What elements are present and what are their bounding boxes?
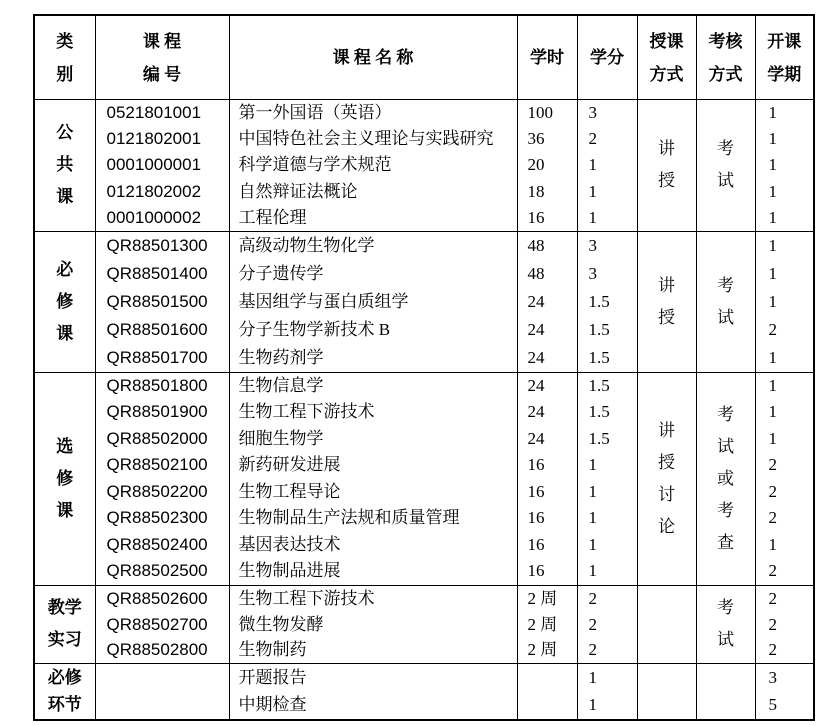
- section-category: [34, 663, 95, 720]
- course-name-cell-value: 生物药剂学: [238, 347, 324, 367]
- course-code-cell-value: QR88502400: [106, 534, 208, 554]
- course-semester-cell-value: 2: [768, 588, 777, 608]
- course-semester-cell-value: 3: [768, 667, 777, 687]
- course-credits-cell-value: 1: [588, 534, 597, 554]
- course-hours-cell-value: 36: [527, 129, 545, 149]
- section-category-line: 环节: [47, 695, 82, 715]
- teaching-method-cell-line: 授: [658, 452, 675, 472]
- section-category: [34, 372, 95, 585]
- section-row-1: [34, 231, 814, 372]
- course-hours-cell-value: 24: [527, 428, 545, 448]
- teaching-method-cell: [637, 231, 696, 372]
- course-semester-cell-value: 1: [768, 263, 777, 283]
- course-code-cell-value: 0001000002: [106, 207, 202, 227]
- course-semester-cell-value: 1: [768, 207, 777, 227]
- course-hours-cell-value: [518, 664, 577, 692]
- course-code-cell-value: QR88501300: [106, 235, 208, 255]
- teaching-method-cell-line: 授: [658, 171, 675, 191]
- course-name-cell-value: 基因组学与蛋白质组学: [238, 291, 409, 311]
- course-credits-cell-value: 1: [588, 181, 597, 201]
- teaching-method-cell: [637, 372, 696, 585]
- course-credits-cell-value: 1: [588, 667, 597, 687]
- course-semester-cell-value: 5: [768, 695, 777, 715]
- course-semester-cell-value: 1: [768, 347, 777, 367]
- course-credits-cell: [577, 100, 637, 232]
- course-name-cell-value: 生物工程下游技术: [238, 588, 375, 608]
- course-code-cell-value: 0121802001: [106, 129, 202, 149]
- course-semester-cell-value: 2: [768, 640, 777, 660]
- course-semester-cell-value: 1: [768, 103, 777, 122]
- course-code-cell-value: QR88501700: [106, 347, 208, 367]
- course-name-cell-value: 中期检查: [238, 695, 307, 715]
- course-code-cell-value: QR88502500: [106, 561, 208, 581]
- course-code-cell-value: [96, 664, 229, 692]
- course-name-cell-value: 生物信息学: [238, 375, 324, 395]
- course-hours-cell: [517, 585, 577, 663]
- course-semester-cell: [755, 585, 814, 663]
- section-category-line: 教学: [47, 598, 82, 618]
- course-name-cell-value: 中国特色社会主义理论与实践研究: [238, 129, 494, 149]
- section-category-line: 课: [56, 187, 74, 207]
- course-credits-cell-value: 1: [588, 207, 597, 227]
- course-semester-cell-value: 2: [768, 561, 777, 581]
- header-semester-line2: 学期: [767, 64, 802, 84]
- course-code-cell-value: [96, 691, 229, 719]
- course-name-cell-value: 自然辩证法概论: [238, 181, 358, 201]
- course-hours-cell-value: 16: [527, 207, 545, 227]
- course-credits-cell-value: 3: [588, 103, 597, 122]
- curriculum-table: [33, 14, 815, 721]
- section-category-line: 课: [56, 323, 74, 343]
- course-name-cell-value: 高级动物生物化学: [238, 235, 375, 255]
- course-hours-cell-value: 48: [527, 235, 545, 255]
- course-code-cell-value: QR88502300: [106, 508, 208, 528]
- course-name-cell-value: 生物制品生产法规和质量管理: [238, 508, 460, 528]
- teaching-method-cell: [637, 663, 696, 720]
- course-hours-cell-value: 2 周: [527, 588, 558, 608]
- course-credits-cell-value: 2: [588, 640, 597, 660]
- course-semester-cell-value: 2: [768, 508, 777, 528]
- section-category-line: 修: [56, 291, 74, 311]
- course-code-cell-value: QR88501900: [106, 402, 208, 422]
- assessment-method-cell-line: 试: [717, 171, 734, 191]
- header-semester-line1: 开课: [767, 31, 802, 51]
- teaching-method-cell: [637, 100, 696, 232]
- section-row-0: [34, 100, 814, 232]
- course-hours-cell-value: 16: [527, 508, 545, 528]
- section-row-3: [34, 585, 814, 663]
- header-assessment-method-line2: 方式: [708, 64, 743, 84]
- header-teaching-method-line2: 方式: [649, 64, 684, 84]
- course-hours-cell-value: 16: [527, 561, 545, 581]
- header-credits-text: 学分: [590, 48, 624, 67]
- course-name-cell-value: 生物工程下游技术: [238, 402, 375, 422]
- course-semester-cell-value: 1: [768, 235, 777, 255]
- assessment-method-cell: [696, 585, 755, 663]
- course-name-cell-value: 生物制药: [238, 640, 307, 660]
- course-code-cell-value: QR88502800: [106, 640, 208, 660]
- assessment-method-cell: [696, 231, 755, 372]
- course-credits-cell: [577, 663, 637, 720]
- course-credits-cell-value: 1.5: [588, 319, 610, 339]
- course-semester-cell: [755, 100, 814, 232]
- course-credits-cell-value: 1: [588, 695, 597, 715]
- teaching-method-cell-line: 讲: [658, 420, 675, 440]
- assessment-method-cell-line: 试: [717, 630, 734, 650]
- course-name-cell-value: 基因表达技术: [238, 534, 341, 554]
- course-hours-cell-value: 24: [527, 375, 545, 395]
- course-credits-cell-value: 1.5: [588, 402, 610, 422]
- header-assessment-method-line1: 考核: [708, 31, 743, 51]
- course-hours-cell-value: 48: [527, 263, 545, 283]
- course-name-cell-value: 细胞生物学: [238, 428, 324, 448]
- course-credits-cell-value: 1: [588, 155, 597, 175]
- course-semester-cell-value: 1: [768, 181, 777, 201]
- section-category: [34, 231, 95, 372]
- course-semester-cell-value: 1: [768, 375, 777, 395]
- assessment-method-cell-line: 考: [717, 500, 734, 520]
- course-name-cell: [229, 585, 517, 663]
- course-name-cell-value: 科学道德与学术规范: [238, 155, 392, 175]
- course-semester-cell-value: 1: [768, 534, 777, 554]
- course-code-cell-value: QR88501600: [106, 319, 208, 339]
- section-category-line: 选: [56, 436, 74, 456]
- course-hours-cell-value: 24: [527, 291, 545, 311]
- course-credits-cell-value: 3: [588, 263, 597, 283]
- course-code-cell: [95, 585, 229, 663]
- section-row-2: [34, 372, 814, 585]
- header-category: [34, 15, 95, 100]
- section-category-line: 实习: [47, 630, 82, 650]
- header-course-code: [95, 15, 229, 100]
- section-category-line: 修: [56, 468, 74, 488]
- header-teaching-method: [637, 15, 696, 100]
- teaching-method-cell: [637, 585, 696, 663]
- course-hours-cell-value: 18: [527, 181, 545, 201]
- course-credits-cell-value: 1: [588, 561, 597, 581]
- header-category-line2: 别: [56, 64, 74, 84]
- course-code-cell: [95, 372, 229, 585]
- assessment-method-cell-line: 考: [717, 598, 734, 618]
- assessment-method-cell-line: 考: [717, 275, 734, 295]
- course-hours-cell-value: 16: [527, 534, 545, 554]
- course-semester-cell-value: 2: [768, 319, 777, 339]
- course-name-cell: [229, 663, 517, 720]
- course-hours-cell-value: [518, 691, 577, 719]
- header-assessment-method: [696, 15, 755, 100]
- course-hours-cell: [517, 231, 577, 372]
- course-credits-cell-value: 3: [588, 235, 597, 255]
- section-category-line: 共: [56, 155, 74, 175]
- course-name-cell: [229, 100, 517, 232]
- course-hours-cell-value: 2 周: [527, 614, 558, 634]
- course-hours-cell-value: 16: [527, 455, 545, 475]
- course-name-cell-value: 新药研发进展: [238, 455, 341, 475]
- course-semester-cell: [755, 372, 814, 585]
- course-semester-cell-value: 1: [768, 155, 777, 175]
- course-name-cell: [229, 231, 517, 372]
- header-course-code-line1: 课 程: [142, 31, 182, 51]
- course-code-cell-value: 0121802002: [106, 181, 202, 201]
- header-teaching-method-line1: 授课: [649, 31, 684, 51]
- course-semester-cell: [755, 231, 814, 372]
- course-name-cell-value: 生物工程导论: [238, 481, 341, 501]
- header-course-code-line2: 编 号: [142, 64, 182, 84]
- section-category-line: 公: [56, 123, 74, 143]
- assessment-method-cell-line: 试: [717, 307, 734, 327]
- header-hours: [517, 15, 577, 100]
- course-hours-cell-value: 100: [527, 103, 553, 122]
- header-category-line1: 类: [56, 31, 74, 51]
- assessment-method-cell-line: 考: [717, 404, 734, 424]
- course-semester-cell-value: 2: [768, 455, 777, 475]
- section-row-4: [34, 663, 814, 720]
- course-code-cell: [95, 231, 229, 372]
- course-code-cell-value: QR88502700: [106, 614, 208, 634]
- course-name-cell-value: 开题报告: [238, 667, 307, 687]
- course-hours-cell-value: 2 周: [527, 640, 558, 660]
- assessment-method-cell: [696, 663, 755, 720]
- course-credits-cell-value: 1.5: [588, 375, 610, 395]
- course-hours-cell-value: 16: [527, 481, 545, 501]
- header-hours-text: 学时: [530, 48, 564, 67]
- course-credits-cell-value: 2: [588, 588, 597, 608]
- course-name-cell: [229, 372, 517, 585]
- course-hours-cell: [517, 372, 577, 585]
- course-credits-cell-value: 2: [588, 129, 597, 149]
- section-category-line: 课: [56, 500, 74, 520]
- teaching-method-cell-line: 授: [658, 307, 675, 327]
- course-credits-cell-value: 2: [588, 614, 597, 634]
- assessment-method-cell-line: 考: [717, 139, 734, 159]
- assessment-method-cell-line: 或: [717, 468, 734, 488]
- header-course-name: [229, 15, 517, 100]
- section-category: [34, 585, 95, 663]
- course-credits-cell-value: 1: [588, 455, 597, 475]
- course-code-cell: [95, 100, 229, 232]
- assessment-method-cell-line: 查: [717, 532, 734, 552]
- course-credits-cell-value: 1: [588, 508, 597, 528]
- course-semester-cell-value: 1: [768, 129, 777, 149]
- section-category: [34, 100, 95, 232]
- course-semester-cell: [755, 663, 814, 720]
- section-category-line: 必修: [47, 668, 82, 688]
- table-header-row: [34, 15, 814, 100]
- course-hours-cell: [517, 663, 577, 720]
- course-code-cell-value: QR88501400: [106, 263, 208, 283]
- course-credits-cell-value: 1.5: [588, 428, 610, 448]
- course-hours-cell: [517, 100, 577, 232]
- section-category-line: 必: [56, 259, 74, 279]
- assessment-method-cell-line: 试: [717, 436, 734, 456]
- course-code-cell-value: QR88502200: [106, 481, 208, 501]
- teaching-method-cell-line: 讲: [658, 139, 675, 159]
- course-semester-cell-value: 1: [768, 428, 777, 448]
- course-credits-cell-value: 1: [588, 481, 597, 501]
- assessment-method-cell: [696, 100, 755, 232]
- header-semester: [755, 15, 814, 100]
- course-code-cell-value: QR88502100: [106, 455, 208, 475]
- course-credits-cell: [577, 585, 637, 663]
- course-code-cell-value: QR88501800: [106, 375, 208, 395]
- course-semester-cell-value: 2: [768, 614, 777, 634]
- header-credits: [577, 15, 637, 100]
- course-semester-cell-value: 1: [768, 402, 777, 422]
- teaching-method-cell-line: 讨: [658, 484, 675, 504]
- course-credits-cell-value: 1.5: [588, 347, 610, 367]
- course-semester-cell-value: 1: [768, 291, 777, 311]
- course-name-cell-value: 生物制品进展: [238, 561, 341, 581]
- teaching-method-cell-line: 讲: [658, 275, 675, 295]
- course-code-cell-value: QR88502000: [106, 428, 208, 448]
- course-credits-cell: [577, 372, 637, 585]
- course-hours-cell-value: 24: [527, 347, 545, 367]
- assessment-method-cell: [696, 372, 755, 585]
- course-credits-cell-value: 1.5: [588, 291, 610, 311]
- course-code-cell-value: QR88502600: [106, 588, 208, 608]
- course-name-cell-value: 工程伦理: [238, 207, 307, 227]
- course-name-cell-value: 第一外国语（英语）: [238, 103, 392, 122]
- teaching-method-cell-line: 论: [658, 516, 675, 536]
- course-hours-cell-value: 20: [527, 155, 545, 175]
- course-code-cell: [95, 663, 229, 720]
- course-code-cell-value: 0001000001: [106, 155, 202, 175]
- course-name-cell-value: 微生物发酵: [238, 614, 324, 634]
- course-code-cell-value: QR88501500: [106, 291, 208, 311]
- course-hours-cell-value: 24: [527, 319, 545, 339]
- course-semester-cell-value: 2: [768, 481, 777, 501]
- course-name-cell-value: 分子遗传学: [238, 263, 324, 283]
- header-course-name-text: 课 程 名 称: [332, 48, 414, 67]
- course-code-cell-value: 0521801001: [106, 103, 202, 122]
- course-hours-cell-value: 24: [527, 402, 545, 422]
- course-credits-cell: [577, 231, 637, 372]
- course-name-cell-value: 分子生物学新技术 B: [238, 319, 391, 339]
